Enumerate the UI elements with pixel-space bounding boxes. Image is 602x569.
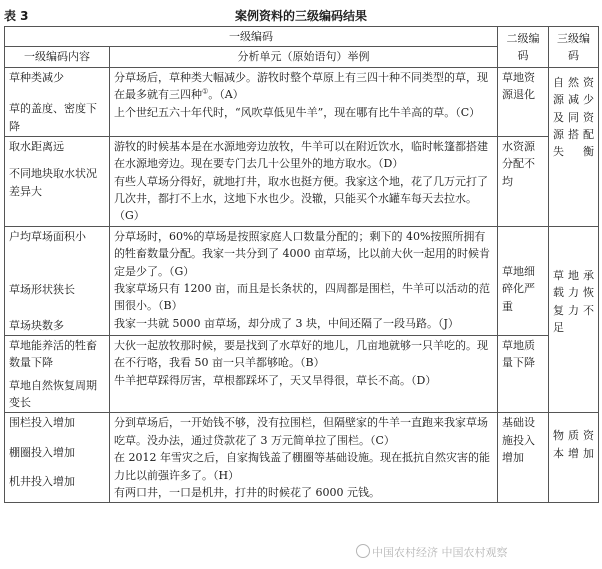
level2-cell: 草地细碎化严重 — [498, 226, 549, 335]
quote-text: 在 2012 年雪灾之后，自家掏钱盖了棚圈等基础设施。现在抵抗自然灾害的能力比以前强许多了。（H） — [114, 451, 490, 482]
level1-cell — [5, 136, 110, 226]
quote-text: 分草场时，60%的草场是按照家庭人口数量分配的；剩下的 40%按照所拥有的牲畜数量分配。我家一共分到了 4000 亩草场，比以前大伙一起用的时候肯定是少了。（G） — [114, 229, 490, 278]
header-level3: 三级编码 — [549, 27, 599, 68]
level2-cell: 基础设施投入增加 — [498, 413, 549, 503]
level1-cell — [5, 226, 110, 335]
document-page — [4, 4, 598, 565]
wechat-icon — [356, 544, 370, 558]
watermark — [356, 544, 508, 560]
quote-text: 游牧的时候基本是在水源地旁边放牧，牛羊可以在附近饮水，临时帐篷都搭建在水源地旁边。现在要专门去几十公里外的地方取水。（D） — [114, 139, 488, 171]
table-row — [5, 335, 599, 413]
table-row — [5, 226, 599, 335]
quote-text — [114, 69, 493, 104]
level1-item: 取水距离远 — [9, 139, 64, 153]
level1-item: 草的盖度、密度下降 — [9, 102, 97, 133]
level1-item: 机井投入增加 — [9, 475, 75, 489]
quote-text: 分到草场后，一开始钱不够，没有拉围栏，但隔壁家的牛羊一直跑来我家草场吃草。没办法，通过贷款花了 3 万元简单拉了围栏。（C） — [114, 416, 488, 447]
header-level1-group: 一级编码 — [5, 27, 498, 47]
quote-text: 牛羊把草踩得厉害，草根都踩坏了，天又旱得很，草长不高。（D） — [114, 373, 437, 387]
level1-item: 不同地块取水状况差异大 — [9, 167, 97, 198]
header-level1-content: 一级编码内容 — [5, 47, 110, 67]
quote-text: 大伙一起放牧那时候，要是找到了水草好的地儿，几亩地就够一只羊吃的。现在不行咯，我看 50 亩一只羊都够呛。（B） — [114, 338, 488, 370]
quote-cell — [110, 67, 498, 136]
level1-item: 草场形状狭长 — [9, 283, 75, 297]
watermark-text: 中国农村经济 中国农村观察 — [372, 546, 508, 559]
table-number: 表 3 — [4, 9, 29, 23]
level1-item: 围栏投入增加 — [9, 416, 75, 430]
level1-item: 棚圈投入增加 — [9, 445, 75, 459]
level2-cell: 水资源分配不均 — [498, 136, 549, 226]
quote-text: 我家草场只有 1200 亩，而且是长条状的，四周都是围栏，牛羊可以活动的范围很小。（B） — [114, 281, 490, 313]
header-quotes: 分析单元（原始语句）举例 — [110, 47, 498, 67]
quote-cell — [110, 226, 498, 335]
level1-item: 草地能养活的牲畜数量下降 — [9, 338, 97, 370]
level1-item: 草种类减少 — [9, 70, 64, 84]
level1-cell — [5, 413, 110, 503]
level2-cell: 草地资源退化 — [498, 67, 549, 136]
level1-cell — [5, 67, 110, 136]
footnote-marker: ① — [202, 87, 209, 96]
table-row — [5, 67, 599, 136]
quote-cell — [110, 413, 498, 503]
quote-text-main: 分草场后，草种类大幅减少。游牧时整个草原上有三四十种不同类型的草，现在最多就有三四种 — [114, 70, 488, 102]
level3-cell: 自然资源减少及同资源搭配失衡 — [549, 67, 599, 226]
table-title: 案例资料的三级编码结果 — [234, 9, 367, 23]
level2-cell: 草地质量下降 — [498, 335, 549, 413]
level3-cell: 物质资本增加 — [549, 413, 599, 503]
table-caption — [4, 4, 598, 26]
quote-cell — [110, 335, 498, 413]
quote-text: 有两口井，一口是机井，打井的时候花了 6000 元钱。 — [114, 485, 380, 499]
quote-text-tail: 。（A） — [208, 88, 244, 102]
quote-cell — [110, 136, 498, 226]
level1-item: 草场块数多 — [9, 318, 64, 332]
level3-cell: 草地承载力恢复力不足 — [549, 226, 599, 413]
quote-text: 有些人草场分得好，就地打井，取水也挺方便。我家这个地，花了几万元打了几次井，都打不上水，这地下水也少。没辙，只能买个水罐车每天去拉水。（G） — [114, 174, 488, 223]
table-row — [5, 413, 599, 503]
quote-text: 我家一共就 5000 亩草场，却分成了 3 块，中间还隔了一段马路。（J） — [114, 316, 459, 330]
table-row — [5, 136, 599, 226]
header-level2: 二级编码 — [498, 27, 549, 68]
coding-table — [4, 26, 599, 503]
level1-item: 户均草场面积小 — [9, 229, 86, 243]
level1-item: 草地自然恢复周期变长 — [9, 378, 97, 409]
level1-cell — [5, 335, 110, 413]
quote-text: 上个世纪五六十年代时，“风吹草低见牛羊”，现在哪有比牛羊高的草。（C） — [114, 105, 481, 119]
